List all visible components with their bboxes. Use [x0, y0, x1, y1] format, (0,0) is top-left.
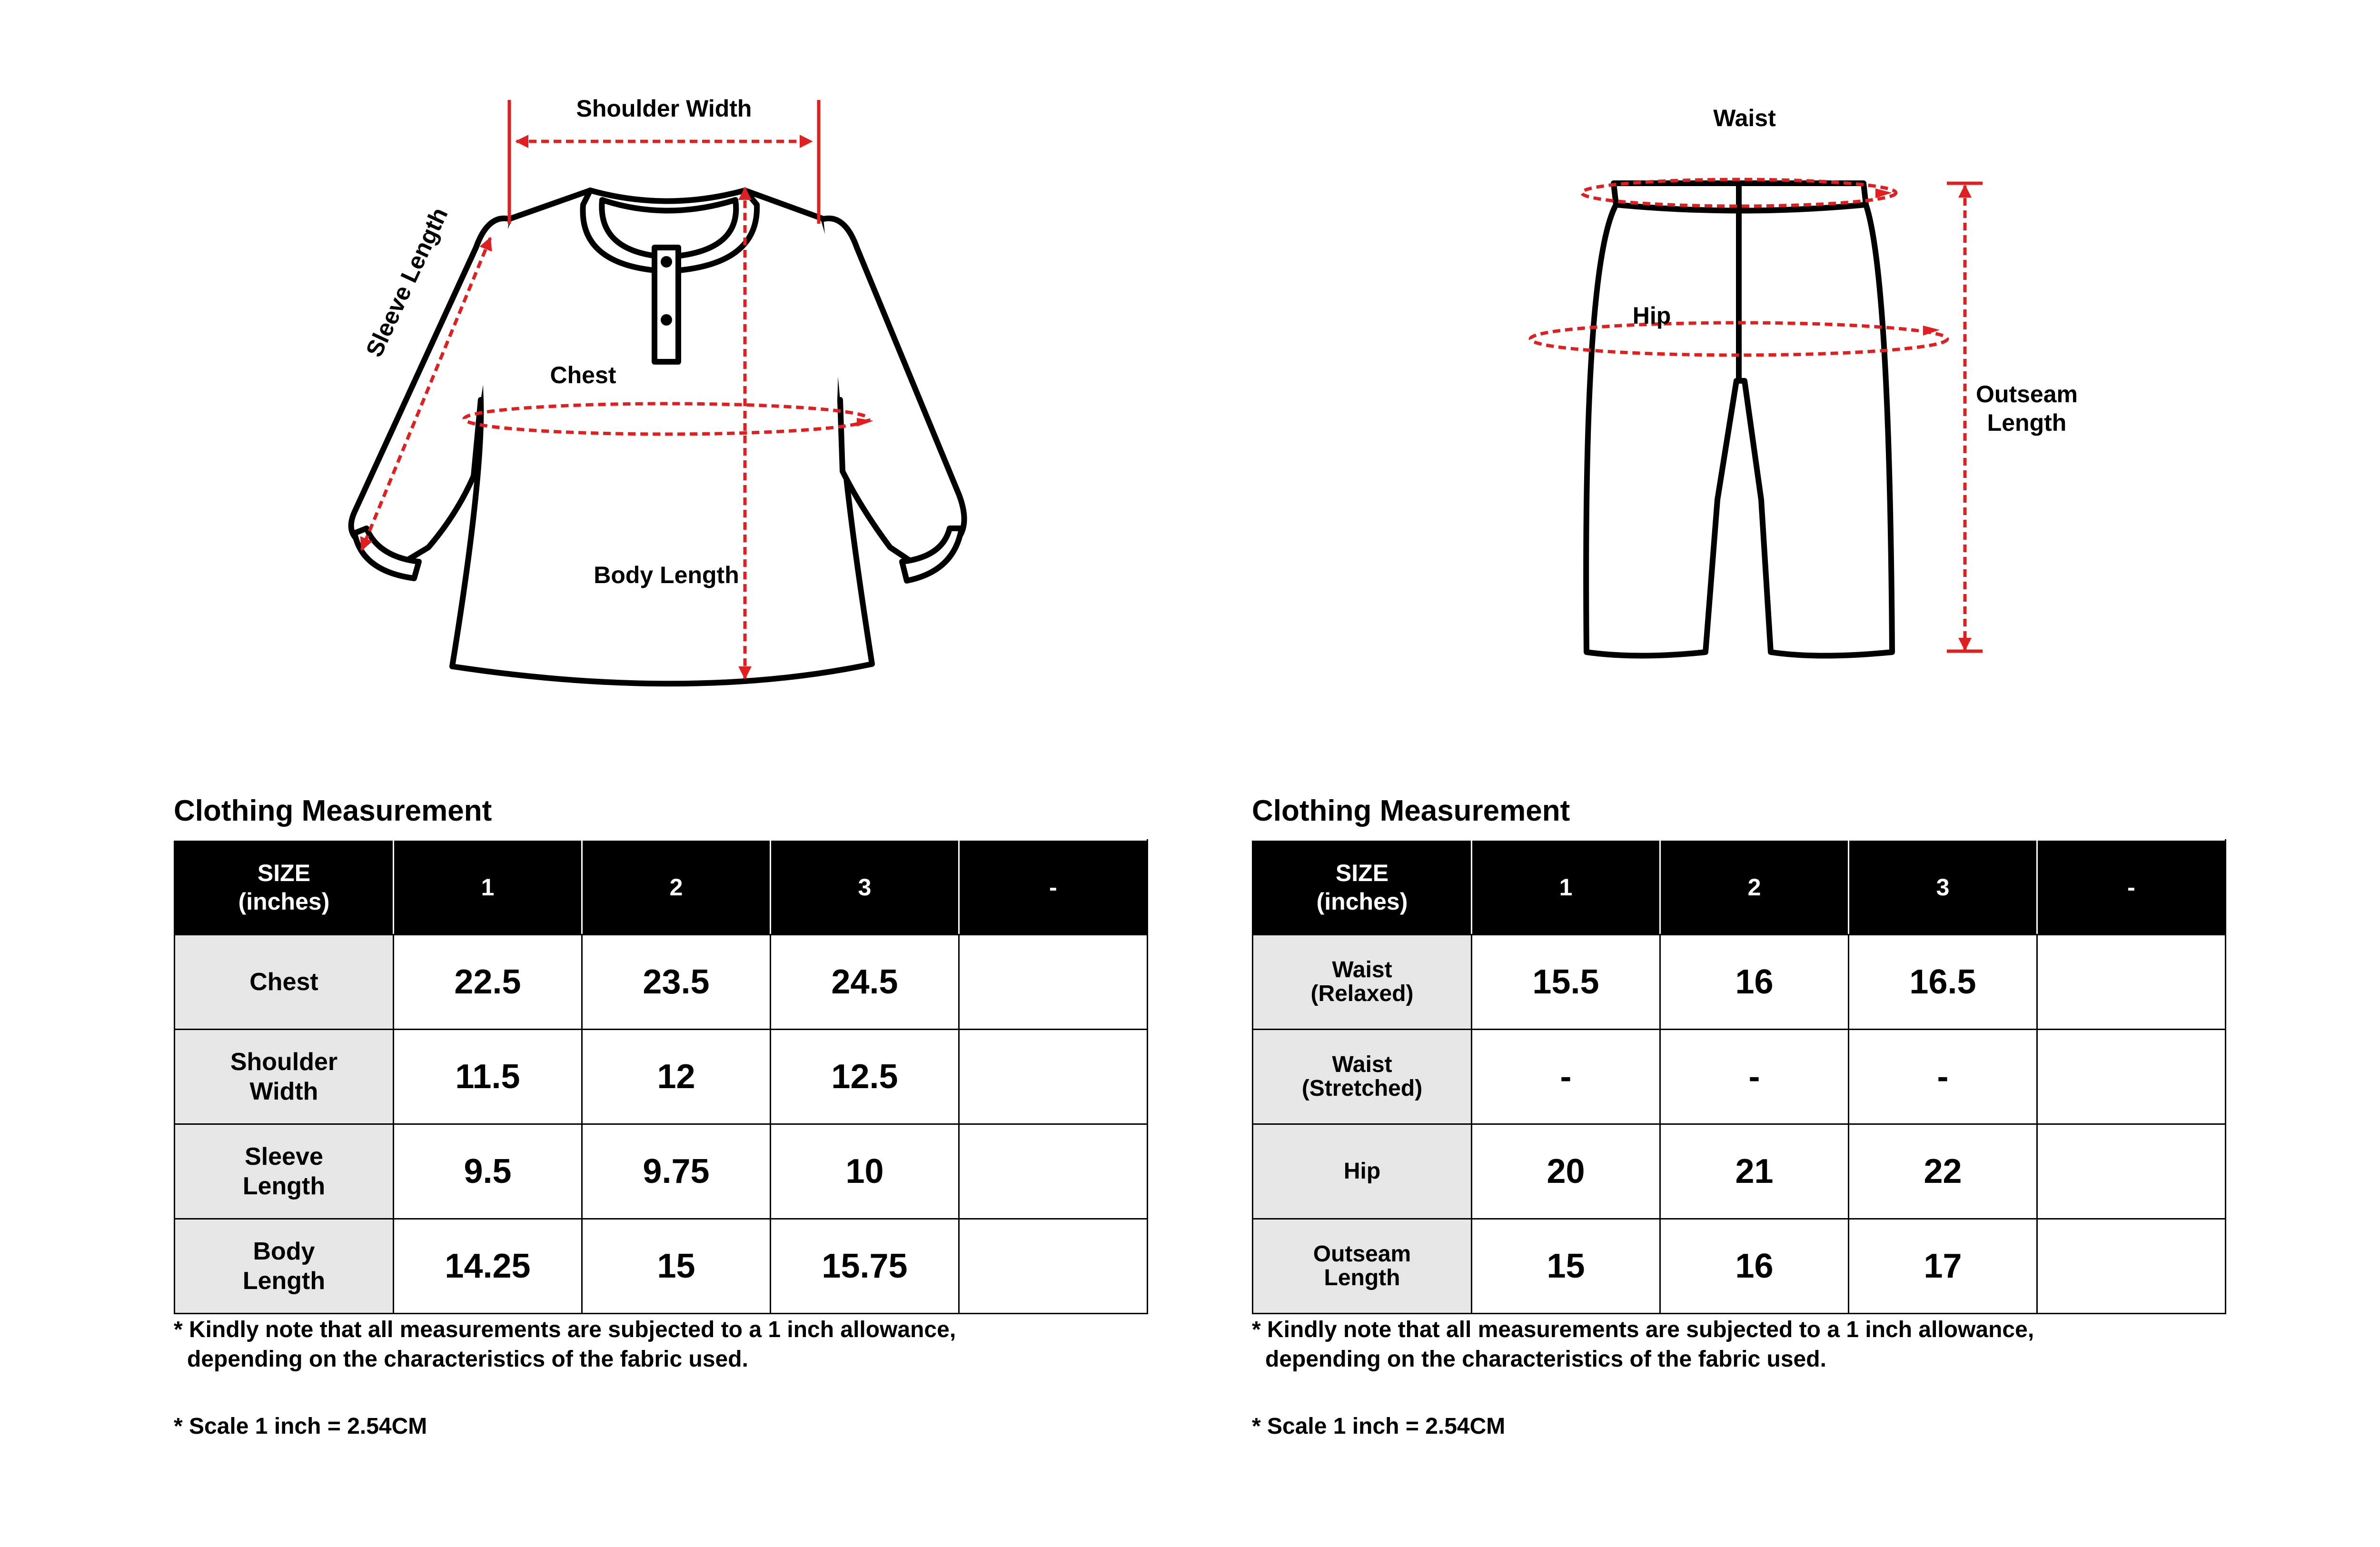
table-cell: 9.5	[394, 1124, 582, 1219]
table-cell: 22.5	[394, 935, 582, 1030]
table-cell	[959, 1030, 1148, 1124]
table-cell: 16.5	[1849, 935, 2037, 1030]
table-cell	[959, 935, 1148, 1030]
table-cell: 17	[1849, 1219, 2037, 1314]
row-label: Outseam Length	[1253, 1219, 1472, 1314]
top-table-title: Clothing Measurement	[174, 794, 492, 827]
size-col-header: 3	[1849, 840, 2037, 935]
top-garment-outline	[351, 190, 964, 684]
outseam-label-line1: Outseam	[1976, 381, 2078, 407]
size-header-line2: (inches)	[238, 888, 330, 915]
garment-diagrams	[0, 0, 2380, 743]
table-row	[175, 935, 1148, 1030]
allowance-note-line1: * Kindly note that all measurements are subjected to a 1 inch allowance,	[174, 1317, 956, 1342]
table-row	[175, 1030, 1148, 1124]
allowance-note-line1: * Kindly note that all measurements are subjected to a 1 inch allowance,	[1252, 1317, 2034, 1342]
table-row	[1253, 935, 2226, 1030]
table-cell: -	[1660, 1030, 1849, 1124]
waist-label: Waist	[1713, 105, 1776, 131]
size-header-line2: (inches)	[1316, 888, 1408, 915]
size-col-header: 1	[394, 840, 582, 935]
table-cell: -	[1472, 1030, 1660, 1124]
table-cell	[2037, 935, 2226, 1030]
size-col-header: 2	[1660, 840, 1849, 935]
bottom-table-title: Clothing Measurement	[1252, 794, 1570, 827]
row-label: Body Length	[175, 1219, 394, 1314]
size-header	[1253, 840, 1472, 935]
allowance-note-line2: depending on the characteristics of the fabric used.	[1265, 1347, 1826, 1372]
row-label: Hip	[1253, 1124, 1472, 1219]
top-measurement-section	[174, 794, 1154, 1460]
size-header-line1: SIZE	[1335, 860, 1389, 886]
outseam-label-line2: Length	[1987, 409, 2067, 436]
table-cell	[959, 1124, 1148, 1219]
row-label: Chest	[175, 935, 394, 1030]
table-cell: -	[1849, 1030, 2037, 1124]
table-cell: 15.75	[771, 1219, 959, 1314]
scale-note: * Scale 1 inch = 2.54CM	[174, 1414, 427, 1439]
table-cell: 23.5	[582, 935, 771, 1030]
table-cell: 16	[1660, 1219, 1849, 1314]
scale-note: * Scale 1 inch = 2.54CM	[1252, 1414, 1506, 1439]
table-cell: 9.75	[582, 1124, 771, 1219]
table-row	[175, 1219, 1148, 1314]
size-col-header: 3	[771, 840, 959, 935]
pants-outline	[1586, 183, 1892, 656]
table-cell: 12	[582, 1030, 771, 1124]
table-row	[175, 1124, 1148, 1219]
table-cell: 15.5	[1472, 935, 1660, 1030]
row-label: Waist (Relaxed)	[1253, 935, 1472, 1030]
table-cell	[2037, 1219, 2226, 1314]
table-cell: 10	[771, 1124, 959, 1219]
row-label: Waist (Stretched)	[1253, 1030, 1472, 1124]
size-col-header: -	[959, 840, 1148, 935]
table-cell: 11.5	[394, 1030, 582, 1124]
size-header-line1: SIZE	[257, 860, 311, 886]
table-cell: 20	[1472, 1124, 1660, 1219]
body-length-label: Body Length	[594, 562, 739, 588]
table-cell: 15	[1472, 1219, 1660, 1314]
table-cell: 22	[1849, 1124, 2037, 1219]
table-cell	[959, 1219, 1148, 1314]
size-col-header: -	[2037, 840, 2226, 935]
table-row	[1253, 1219, 2226, 1314]
chest-label: Chest	[550, 362, 616, 388]
table-cell: 12.5	[771, 1030, 959, 1124]
size-header	[175, 840, 394, 935]
bottom-size-table	[1252, 839, 2226, 1314]
size-col-header: 2	[582, 840, 771, 935]
table-cell: 24.5	[771, 935, 959, 1030]
bottom-measurement-section	[1252, 794, 2232, 1460]
row-label: Shoulder Width	[175, 1030, 394, 1124]
top-size-table	[174, 839, 1148, 1314]
table-row	[1253, 1124, 2226, 1219]
shoulder-width-label: Shoulder Width	[576, 95, 752, 122]
table-cell: 15	[582, 1219, 771, 1314]
allowance-note-line2: depending on the characteristics of the fabric used.	[187, 1347, 748, 1372]
table-header-row	[175, 840, 1148, 935]
size-col-header: 1	[1472, 840, 1660, 935]
table-cell: 21	[1660, 1124, 1849, 1219]
row-label: Sleeve Length	[175, 1124, 394, 1219]
table-header-row	[1253, 840, 2226, 935]
table-row	[1253, 1030, 2226, 1124]
table-cell: 16	[1660, 935, 1849, 1030]
table-cell	[2037, 1030, 2226, 1124]
hip-label: Hip	[1632, 302, 1671, 329]
sleeve-length-label: Sleeve Length	[360, 203, 453, 361]
table-cell: 14.25	[394, 1219, 582, 1314]
table-cell	[2037, 1124, 2226, 1219]
